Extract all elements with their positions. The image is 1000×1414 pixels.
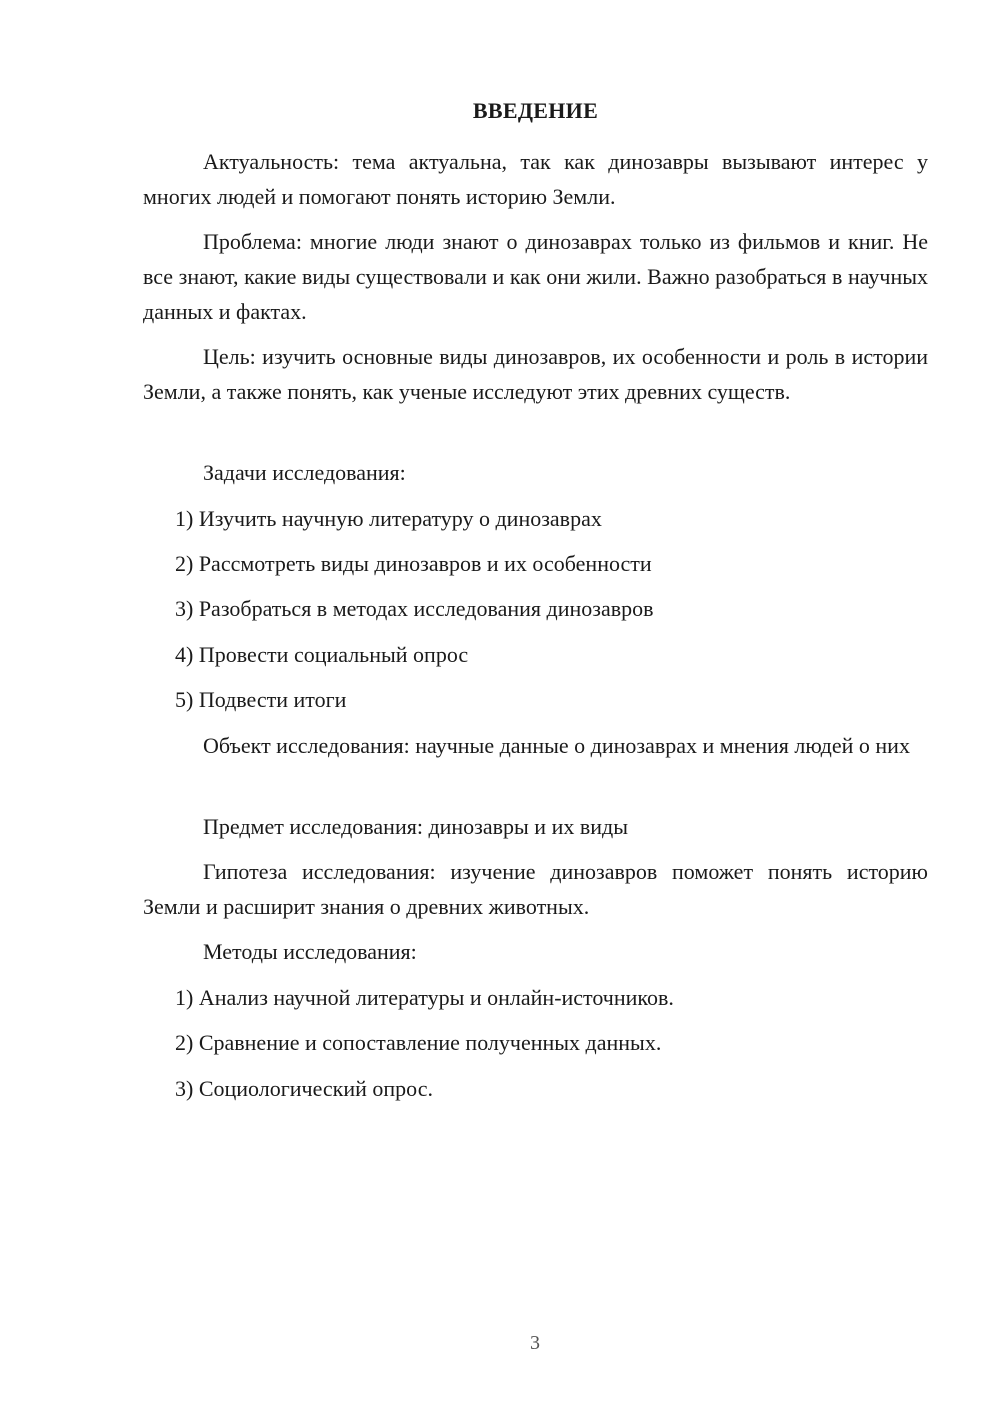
hypothesis-paragraph: Гипотеза исследования: изучение динозавров поможет понять историю Земли и расширит знания о древних животных.: [143, 859, 928, 919]
goal-paragraph: Цель: изучить основные виды динозавров, их особенности и роль в истории Земли, а также понять, как ученые исследуют этих древних существ.: [143, 344, 928, 404]
method-item: 3) Социологический опрос.: [175, 1076, 433, 1101]
section-title: ВВЕДЕНИЕ: [472, 98, 599, 123]
task-item: 2) Рассмотреть виды динозавров и их особенности: [175, 551, 652, 576]
subject-paragraph: Предмет исследования: динозавры и их виды: [203, 814, 628, 839]
task-item: 4) Провести социальный опрос: [175, 642, 469, 667]
tasks-heading: Задачи исследования:: [203, 460, 406, 485]
task-item: 5) Подвести итоги: [175, 687, 347, 712]
task-item: 1) Изучить научную литературу о динозаврах: [175, 506, 602, 531]
page-number: 3: [530, 1332, 540, 1354]
relevance-paragraph: Актуальность: тема актуальна, так как динозавры вызывают интерес у многих людей и помогают понять историю Земли.: [143, 149, 928, 209]
task-item: 3) Разобраться в методах исследования динозавров: [175, 596, 654, 621]
method-item: 1) Анализ научной литературы и онлайн-источников.: [175, 985, 674, 1010]
method-item: 2) Сравнение и сопоставление полученных данных.: [175, 1030, 662, 1055]
object-paragraph: Объект исследования: научные данные о динозаврах и мнения людей о них: [203, 733, 910, 758]
methods-heading: Методы исследования:: [203, 939, 417, 964]
problem-paragraph: Проблема: многие люди знают о динозаврах только из фильмов и книг. Не все знают, какие виды существовали и как они жили. Важно разобраться в научных данных и фактах.: [143, 229, 928, 324]
